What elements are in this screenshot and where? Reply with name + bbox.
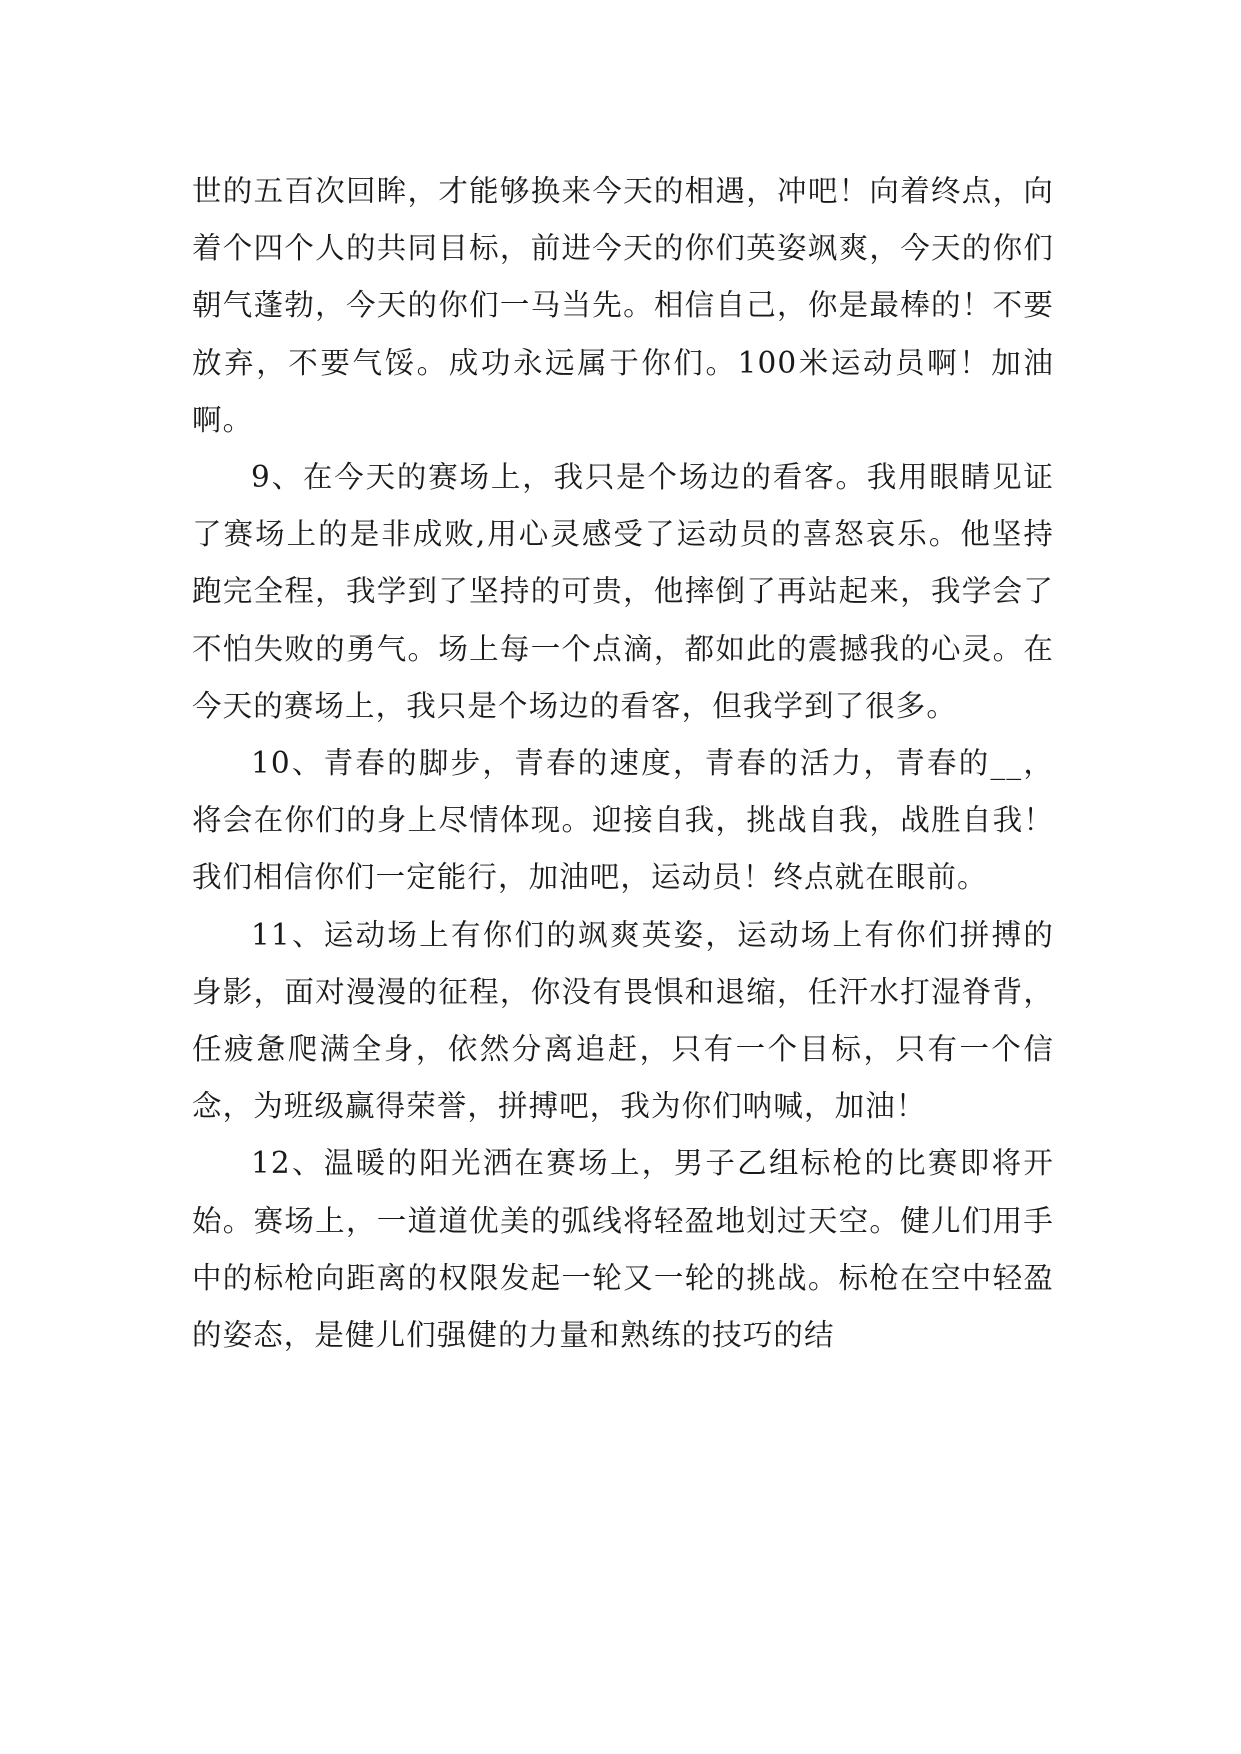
paragraph-continuation: 世的五百次回眸，才能够换来今天的相遇，冲吧！向着终点，向着个四个人的共同目标，前进今天的你们英姿飒爽，今天的你们朝气蓬勃，今天的你们一马当先。相信自己，你是最棒的！不要放弃，不要气馁。成功永远属于你们。100米运动员啊！加油啊。 bbox=[192, 174, 1054, 437]
paragraph-11: 11、运动场上有你们的飒爽英姿，运动场上有你们拼搏的身影，面对漫漫的征程，你没有畏惧和退缩，任汗水打湿脊背，任疲惫爬满全身，依然分离追赶，只有一个目标，只有一个信念，为班级赢得荣誉，拼搏吧，我为你们呐喊，加油！ bbox=[192, 917, 1054, 1124]
document-body bbox=[192, 163, 1054, 1364]
paragraph-10: 10、青春的脚步，青春的速度，青春的活力，青春的__，将会在你们的身上尽情体现。迎接自我，挑战自我，战胜自我！我们相信你们一定能行，加油吧，运动员！终点就在眼前。 bbox=[192, 746, 1054, 895]
paragraph-9: 9、在今天的赛场上，我只是个场边的看客。我用眼睛见证了赛场上的是非成败,用心灵感受了运动员的喜怒哀乐。他坚持跑完全程，我学到了坚持的可贵，他摔倒了再站起来，我学会了不怕失败的勇气。场上每一个点滴，都如此的震撼我的心灵。在今天的赛场上，我只是个场边的看客，但我学到了很多。 bbox=[192, 460, 1054, 723]
paragraph-12: 12、温暖的阳光洒在赛场上，男子乙组标枪的比赛即将开始。赛场上，一道道优美的弧线将轻盈地划过天空。健儿们用手中的标枪向距离的权限发起一轮又一轮的挑战。标枪在空中轻盈的姿态，是健儿们强健的力量和熟练的技巧的结 bbox=[192, 1146, 1054, 1353]
